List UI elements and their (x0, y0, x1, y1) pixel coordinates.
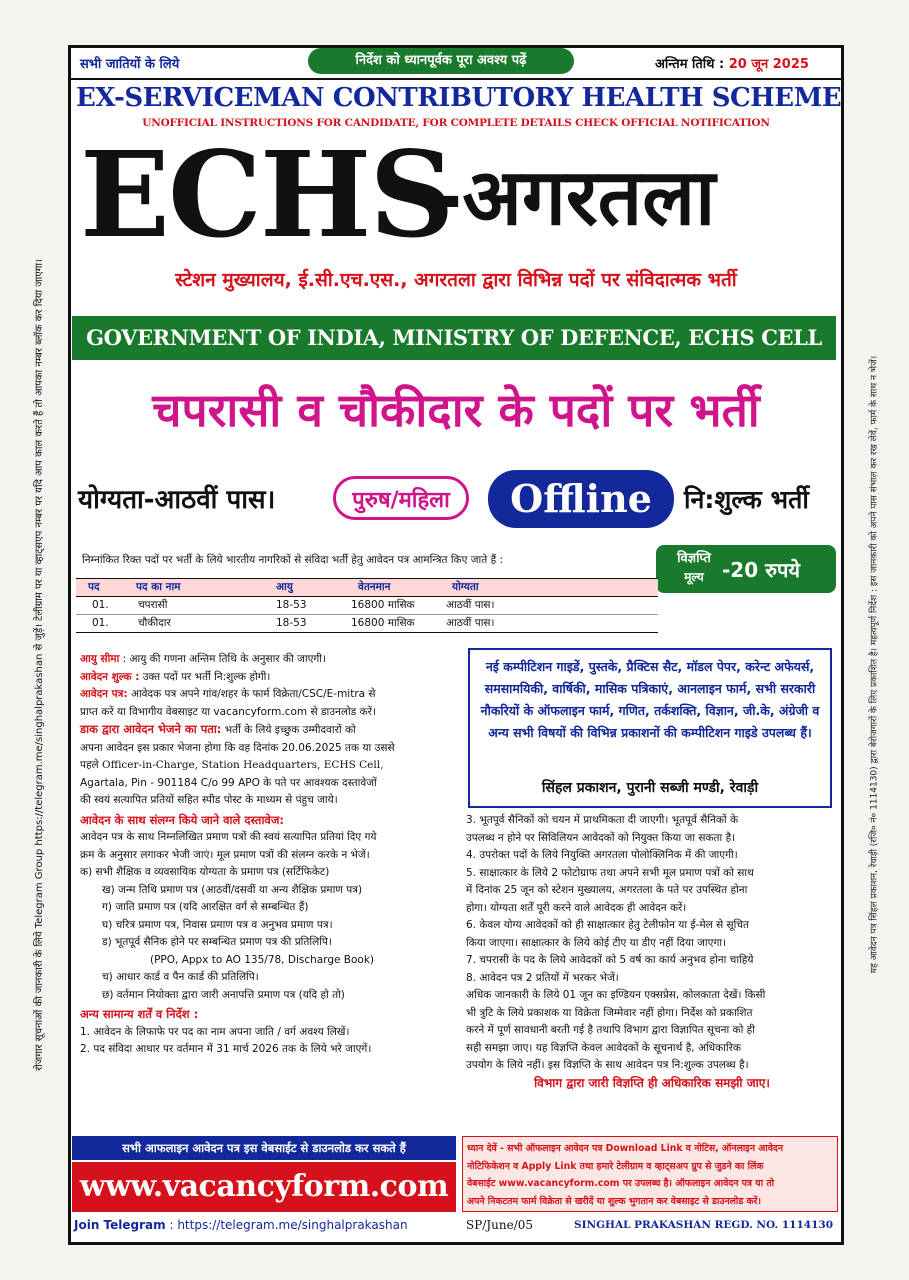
deadline-value: 20 जून 2025 (728, 57, 809, 72)
condition-item: में दिनांक 25 जून को स्टेशन मुख्यालय, अगरतला के पते पर उपस्थित होना (466, 884, 748, 896)
form-text-1: आवेदक पत्र अपने गांव/शहर के फार्म विक्रेता/CSC/E-mitra से (130, 688, 376, 700)
docs-intro-1: आवेदन पत्र के साथ निम्नलिखित प्रमाण पत्रों की स्वयं सत्यापित प्रतियां दिए गये (80, 831, 377, 843)
condition-item: 7. चपरासी के पद के लिये आवेदकों को 5 वर्ष का कार्य अनुभव होना चाहिये (466, 954, 754, 966)
instruction-banner: निर्देश को ध्यानपूर्वक पूरा अवश्य पढ़ें (308, 48, 574, 74)
offline-badge: Offline (488, 470, 674, 528)
notice-line-1: ध्यान देवें - सभी ऑफलाइन आवेदन पत्र Download Link व नोटिस, ऑनलाइन आवेदन (467, 1143, 784, 1154)
condition-item: उपलब्ध न होने पर सिविलियन आवेदकों को नियुक्त किया जा सकता है। (466, 831, 736, 844)
cell-post-name: चपरासी (138, 599, 168, 611)
agartala-big-title: -अगरतला (430, 153, 716, 243)
age-text: : आयु की गणना अन्तिम तिथि के अनुसार की जाएगी। (122, 653, 326, 665)
age-limit (80, 651, 458, 669)
deadline-label: अन्तिम तिथि : (655, 57, 725, 72)
government-banner: GOVERNMENT OF INDIA, MINISTRY OF DEFENCE, ECHS CELL (72, 316, 836, 360)
side-note-left: रोजगार सूचनाओं की जानकारी के लिये Telegram Group https://telegram.me/singhalprakashan से जुड़ें। टेलीग्राम पर या व्हाट्सएप नम्बर पर यदि आप काल करते हैं तो आपका नम्बर ब्लॉक कर दिया जाएगा। (34, 259, 45, 1071)
table-row (76, 597, 658, 615)
post-line (80, 721, 458, 740)
post-label: डाक द्वारा आवेदन भेजने का पता: (80, 722, 222, 736)
info-para-line: उपयोग के लिये नहीं। इस विज्ञप्ति के साथ आवेदन पत्र नि:शुल्क उपलब्ध है। (466, 1059, 749, 1071)
condition-item: किया जाएगा। साक्षात्कार के लिये कोई टीए या डीए नहीं दिया जाएगा। (466, 936, 727, 949)
col-pay: वेतनमान (358, 581, 391, 593)
cell-age: 18-53 (276, 599, 307, 611)
recruitment-subtitle: स्टेशन मुख्यालय, ई.सी.एच.एस., अगरतला द्वारा विभिन्न पदों पर संविदात्मक भर्ती (175, 269, 737, 291)
notice-line-3: वेबसाईट www.vacancyform.com पर उपलब्ध है। ऑफलाइन आवेदन पत्र या तो (467, 1178, 775, 1189)
fee-line (80, 669, 458, 687)
condition-item: होगा। योग्यता शर्तें पूरी करने वाले आवेदक ही आवेदन करें। (466, 901, 687, 914)
doc-item: क) सभी शैक्षिक व व्यवसायिक योग्यता के प्रमाण पत्र (सर्टिफिकेट) (80, 866, 330, 878)
header-divider (71, 78, 841, 80)
side-note-right: यह आवेदन पत्र सिंहल प्रकाशन, रेवाड़ी (रजि० नं० 1114130) द्वारा बेरोजगारों के लिए प्रकाशित है। महत्वपूर्ण निर्देश : इस जानकारी को अपने पास संभाल कर रख लेवें, फार्म के साथ न भेजें। (869, 355, 880, 974)
website-banner[interactable]: www.vacancyform.com (72, 1162, 456, 1212)
post-text-1: भर्ती के लिये इच्छुक उम्मीदवारों को (224, 724, 356, 736)
form-text-2: प्राप्त करें या विभागीय वेबसाइट या vacancyform.com से डाउनलोड करें। (80, 705, 376, 718)
doc-item: ख) जन्म तिथि प्रमाण पत्र (आठवीं/दसवीं या अन्य शैक्षिक प्रमाण पत्र) (102, 883, 363, 896)
notice-line-2: नोटिफिकेशन व Apply Link तथा हमारे टेलीग्राम व व्हाट्सअप ग्रुप से जुडने का लिंक (467, 1160, 764, 1172)
fee-label: आवेदन शुल्क : (80, 670, 140, 683)
post-text-3: पहले Officer-in-Charge, Station Headquarters, ECHS Cell, (80, 759, 384, 771)
echs-big-title: ECHS (80, 125, 453, 264)
gender-badge: पुरुष/महिला (333, 476, 469, 520)
cell-pay: 16800 मासिक (351, 617, 415, 629)
cell-post-name: चौकीदार (138, 617, 171, 629)
post-text-5: की स्वयं सत्यापित प्रतियों सहित स्पीड पोस्ट के माध्यम से पंहुच जाये। (80, 794, 338, 806)
vacancy-table (76, 578, 658, 633)
notice-line-4: अपने निकटतम फार्म विक्रेता से खरीदें या शुल्क भुगतान कर वेबसाइट से डाउनलोड करें। (467, 1195, 761, 1207)
docs-heading: आवेदन के साथ संलग्न किये जाने वाले दस्तावेज: (80, 812, 284, 827)
age-label: आयु सीमा (80, 653, 120, 665)
col-age: आयु (276, 581, 293, 593)
condition-item: 4. उपरोक्त पदों के लिये नियुक्ति अगरतला पोलोक्लिनिक में की जाएगी। (466, 849, 738, 861)
post-text-4: Agartala, Pin - 901184 C/o 99 APO के पते पर आवश्यक दस्तावेजों (80, 776, 377, 789)
docs-intro-2: क्रम के अनुसार लगाकर भेजी जाएं। मूल प्रमाण पत्रों की संलग्न करके न भेजें। (80, 848, 370, 861)
disclaimer: UNOFFICIAL INSTRUCTIONS FOR CANDIDATE, FOR COMPLETE DETAILS CHECK OFFICIAL NOTIFICATION (142, 117, 770, 129)
join-telegram-label: Join Telegram (74, 1218, 166, 1232)
caste-label: सभी जातियों के लिये (80, 57, 180, 72)
cell-age: 18-53 (276, 617, 307, 629)
general-item: 2. पद संविदा आधार पर वर्तमान में 31 मार्च 2026 तक के लिये भरे जाएगें। (80, 1043, 372, 1055)
col-qualification: योग्यता (452, 581, 479, 593)
notice-box (462, 1136, 838, 1212)
document-code: SP/June/05 (466, 1218, 534, 1232)
condition-item: 6. केवल योग्य आवेदकों को ही साक्षात्कार हेतु टेलीफोन या ई-मेल से सूचित (466, 919, 749, 931)
info-para-line: करने में पूर्ण सावधानी बरती गई है तथापि विभाग द्वारा विज्ञापित सूचना को ही (466, 1024, 755, 1036)
fee-text: उक्त पदों पर भर्ती नि:शुल्क होगी। (142, 670, 271, 683)
telegram-link[interactable]: : https://telegram.me/singhalprakashan (169, 1218, 408, 1232)
free-recruitment: नि:शुल्क भर्ती (684, 485, 809, 514)
publisher-address: सिंहल प्रकाशन, पुरानी सब्जी मण्डी, रेवाड़ी (541, 780, 759, 796)
cell-post-no: 01. (92, 617, 109, 629)
price-value: -20 रुपये (722, 558, 801, 582)
doc-item: (PPO, Appx to AO 135/78, Discharge Book) (150, 953, 375, 966)
form-line (80, 686, 458, 704)
condition-item: 8. आवेदन पत्र 2 प्रतियों में भरकर भेजें। (466, 971, 619, 984)
doc-item: घ) चरित्र प्रमाण पत्र, निवास प्रमाण पत्र व अनुभव प्रमाण पत्र। (102, 918, 333, 931)
table-row (76, 615, 658, 633)
col-post-no: पद (88, 581, 100, 593)
info-para-line: भी त्रुटि के लिये प्रकाशक या विक्रेता जिम्मेवार नहीं होगा। निर्देश को प्रकाशित (466, 1006, 753, 1019)
col-post-name: पद का नाम (136, 581, 181, 593)
cell-qualification: आठवीं पास। (446, 617, 495, 629)
form-label: आवेदन पत्र: (80, 688, 128, 700)
scheme-title: EX-SERVICEMAN CONTRIBUTORY HEALTH SCHEME (76, 83, 842, 113)
intro-text: निम्नांकित रिक्त पदों पर भर्ती के लिये भारतीय नागरिकों से संविदा भर्ती हेतु आवेदन पत्र आमन्त्रित किए जाते हैं : (82, 554, 504, 566)
right-column (466, 812, 838, 1092)
price-label-bottom: मूल्य (684, 570, 704, 584)
doc-item: ड) भूतपूर्व सैनिक होने पर सम्बन्धित प्रमाण पत्र की प्रतिलिपि। (102, 936, 332, 948)
cell-pay: 16800 मासिक (351, 599, 415, 611)
download-banner: सभी आफलाइन आवेदन पत्र इस वेबसाईट से डाउनलोड कर सकते हैं (72, 1136, 456, 1160)
post-text-2: अपना आवेदन इस प्रकार भेजना होगा कि वह दिनांक 20.06.2025 तक या उससे (80, 741, 395, 754)
qualification-text: योग्यता-आठवीं पास। (78, 485, 276, 515)
general-item: 1. आवेदन के लिफाफे पर पद का नाम अपना जाति / वर्ग अवश्य लिखें। (80, 1025, 350, 1038)
doc-item: ग) जाति प्रमाण पत्र (यदि आरक्षित वर्ग से सम्बन्धित हैं) (102, 901, 309, 913)
table-header (76, 578, 658, 597)
price-label-top: विज्ञप्ति (677, 551, 711, 566)
footer-line (74, 1218, 840, 1232)
books-ad-box (468, 648, 832, 808)
info-para-line: सही समझा जाए। यह विज्ञप्ति केवल आवेदकों के सूचनार्थ है, अधिकारिक (466, 1041, 742, 1054)
official-note: विभाग द्वारा जारी विज्ञप्ति ही अधिकारिक समझी जाए। (534, 1075, 770, 1090)
condition-item: 5. साक्षात्कार के लिये 2 फोटोग्राफ तथा अपने सभी मूल प्रमाण पत्रों को साथ (466, 866, 754, 879)
posts-headline: चपरासी व चौकीदार के पदों पर भर्ती (152, 383, 760, 437)
doc-item: च) आधार कार्ड व पैन कार्ड की प्रतिलिपि। (102, 971, 259, 983)
left-column (80, 651, 458, 1059)
cell-post-no: 01. (92, 599, 109, 611)
doc-item: छ) वर्तमान नियोक्ता द्वारा जारी अनापत्ति प्रमाण पत्र (यदि हो तो) (102, 988, 345, 1001)
books-ad-text: नई कम्पीटिशन गाइडें, पुस्तके, प्रैक्टिस सैट, मॉडल पेपर, करेन्ट अफेयर्स, समसामयिकी, वार्षिकी, मासिक पत्रिकाएं, आनलाइन फार्म, सभी सरकारी नौकरियों के ऑफलाइन फार्म, गणित, तर्कशक्ति, विज्ञान, जी.के, अंग्रेजी व अन्य सभी विषयों की विभिन्न प्रकाशनों की कम्पीटिशन गाइडे उपलब्ध हैं। (480, 659, 820, 740)
general-heading: अन्य सामान्य शर्तें व निर्देश : (80, 1007, 199, 1021)
publisher-registration: SINGHAL PRAKASHAN REGD. NO. 1114130 (574, 1219, 834, 1231)
cell-qualification: आठवीं पास। (446, 599, 495, 611)
deadline (655, 54, 809, 72)
info-para-line: अधिक जानकारी के लिये 01 जून का इण्डियन एक्सप्रेस, कोलकाता देखें। किसी (466, 989, 766, 1001)
condition-item: 3. भूतपूर्व सैनिकों को चयन में प्राथमिकता दी जाएगी। भूतपूर्व सैनिकों के (466, 814, 739, 826)
